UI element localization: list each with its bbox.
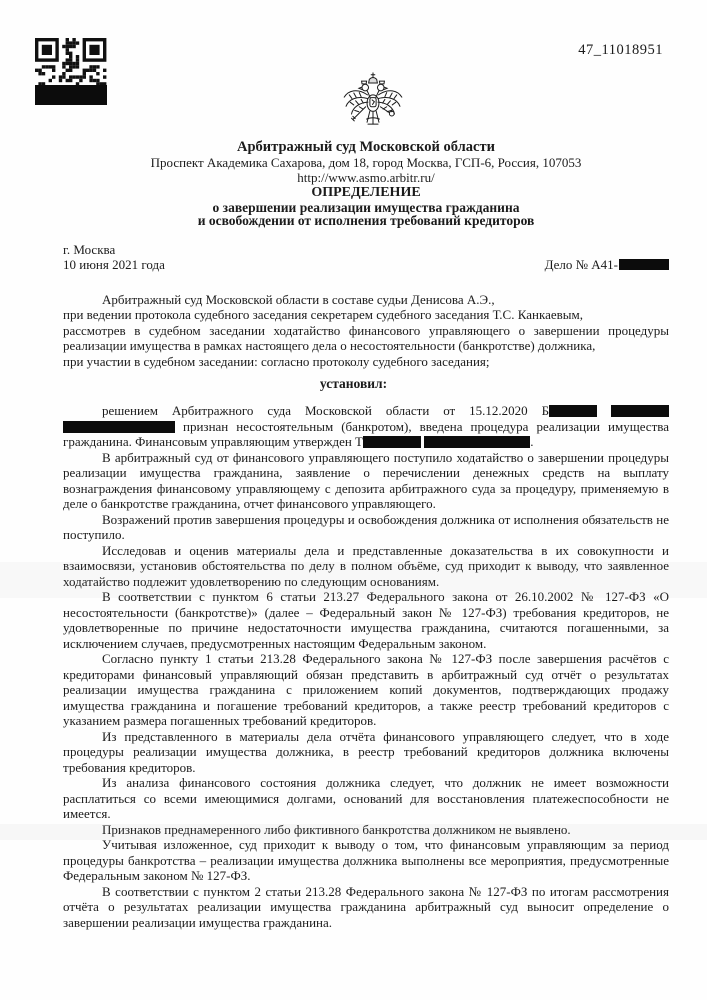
intro-line-judge: Арбитражный суд Московской области в составе судьи Денисова А.Э., [102, 291, 495, 307]
body-paragraph-redacted-line: признан несостоятельным (банкротом), введена процедура реализации имущества [63, 419, 669, 435]
redaction-box [363, 436, 421, 448]
document-subtitle-line1: о завершении реализации имущества гражданина [212, 199, 520, 215]
court-website: http://www.asmo.arbitr.ru/ [297, 170, 435, 185]
redaction-box [549, 405, 597, 417]
body-paragraph-redacted-line: решением Арбитражного суда Московской области от 15.12.2020 Б [63, 403, 669, 419]
intro-line-motion-1: рассмотрев в судебном заседании ходатайство финансового управляющего о завершении процедуры [63, 322, 669, 338]
qr-code [35, 38, 107, 105]
date-label: 10 июня 2021 года [63, 257, 165, 272]
case-number [545, 257, 669, 273]
body-paragraph: Признаков преднамеренного либо фиктивного банкротства должником не выявлено. [102, 821, 571, 837]
body-paragraph: В соответствии с пунктом 6 статьи 213.27 Федерального закона от 26.10.2002 № 127-ФЗ «О несостоятельности (банкротстве)» (далее – Федеральный закон № 127-ФЗ) требования кредиторов, не удовлетворенные по причине недостаточности имущества гражданина, считаются погашенными, за исключением случаев, предусмотренных настоящим Федеральным законом. [63, 589, 669, 651]
ruling-keyword: установил: [319, 376, 388, 391]
body-paragraph: В соответствии с пунктом 2 статьи 213.28 Федерального закона № 127-ФЗ по итогам рассмотрения отчёта о результатах реализации имущества гражданина арбитражный суд выносит определение о завершении реализации имущества гражданина. [63, 883, 669, 930]
document-body [0, 403, 707, 930]
case-number-label: Дело № А41- [544, 257, 618, 272]
body-paragraph: Исследовав и оценив материалы дела и представленные доказательства в их совокупности и взаимосвязи, установив обстоятельства по делу в полном объёме, суд приходит к выводу, что заявленное ходатайство подлежит удовлетворению по следующим основаниям. [63, 542, 669, 589]
russian-coat-of-arms-icon [341, 70, 405, 138]
redaction-box [424, 436, 530, 448]
court-address: Проспект Академика Сахарова, дом 18, город Москва, ГСП-6, Россия, 107053 [150, 155, 582, 170]
body-paragraph: Возражений против завершения процедуры и освобождения должника от исполнения обязательств не поступило. [63, 511, 669, 542]
qr-redaction-overlay [35, 85, 107, 105]
document-subtitle-line2: и освобождении от исполнения требований кредиторов [197, 213, 535, 228]
city-label: г. Москва [63, 241, 116, 257]
intro-line-secretary: при ведении протокола судебного заседания секретарем судебного заседания Т.С. Канкаевым, [63, 307, 583, 322]
case-number-redaction [619, 259, 669, 270]
body-paragraph: В арбитражный суд от финансового управляющего поступило ходатайство о завершении процедуры реализации имущества гражданина, заявление о перечислении денежных средств на выплату вознаграждения финансовому управляющему с депозита арбитражного суда за процедуру, применяемую в деле о банкротстве гражданина, отчет финансового управляющего. [63, 449, 669, 511]
intro-line-motion-2: реализации имущества в рамках настоящего дела о несостоятельности (банкротстве) должника, [63, 338, 596, 353]
redaction-box [63, 421, 175, 433]
document-type-title: ОПРЕДЕЛЕНИЕ [311, 185, 421, 200]
intro-line-attendance: при участии в судебном заседании: согласно протоколу судебного заседания; [63, 353, 490, 369]
body-paragraph: Согласно пункту 1 статьи 213.28 Федерального закона № 127-ФЗ после завершения расчётов с кредиторами финансовый управляющий обязан представить в арбитражный суд отчёт о результатах реализации имущества гражданина с приложением копий документов, подтверждающих продажу имущества гражданина и погашение требований кредиторов, а также реестр требований кредиторов с указанием размера погашенных требований кредиторов. [63, 651, 669, 728]
body-paragraph: Из анализа финансового состояния должника следует, что должник не имеет возможности расплатиться со всеми имеющимися долгами, оснований для восстановления платежеспособности не имеется. [63, 775, 669, 821]
body-paragraph: Учитывая изложенное, суд приходит к выводу о том, что финансовым управляющим за период процедуры банкротства – реализации имущества должника выполнены все мероприятия, предусмотренные Федеральным законом № 127-ФЗ. [63, 837, 669, 883]
court-name: Арбитражный суд Московской области [237, 139, 495, 155]
redaction-box [611, 405, 669, 417]
document-id: 47_11018951 [578, 42, 663, 58]
body-paragraph-redacted-line: гражданина. Финансовым управляющим утвержден Т . [63, 434, 534, 449]
body-paragraph: Из представленного в материалы дела отчёта финансового управляющего следует, что в ходе процедуры реализации имущества должника, в реестр требований кредиторов должника включены требования кредиторов. [63, 728, 669, 775]
